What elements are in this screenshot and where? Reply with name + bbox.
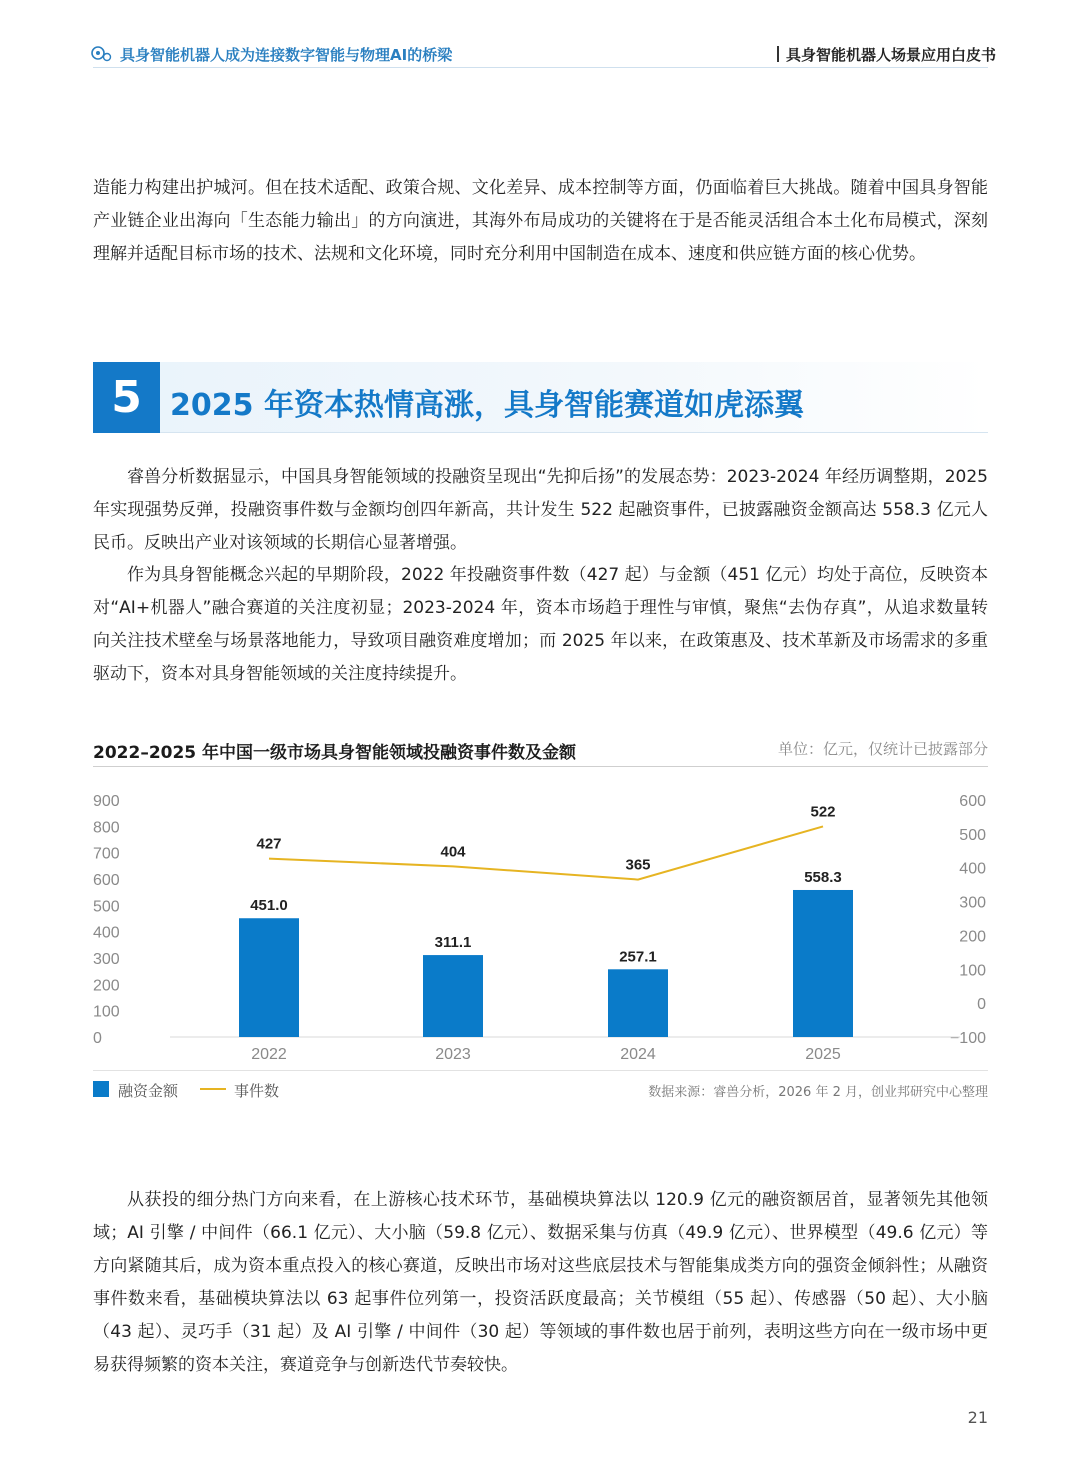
left-axis-tick-label: 200 — [93, 977, 120, 995]
page-number: 21 — [967, 1408, 988, 1427]
left-axis-tick-label: 600 — [93, 872, 120, 889]
right-axis-tick-label: 0 — [977, 996, 986, 1014]
right-axis-tick-label: 100 — [959, 962, 986, 980]
left-axis-tick-label: 400 — [93, 924, 120, 942]
section-underline — [160, 432, 988, 433]
left-axis-tick-label: 500 — [93, 898, 120, 916]
left-axis-tick-label: 0 — [93, 1030, 102, 1047]
right-axis-tick-label: 200 — [959, 928, 986, 946]
body-paragraph: 作为具身智能概念兴起的早期阶段，2022 年投融资事件数（427 起）与金额（451 亿元）均处于高位，反映资本对“AI+机器人”融合赛道的关注度初显；2023-2024 年，资本市场趋于理性与审慎，聚焦“去伪存真”，从追求数量转向关注技术壁垒与场景落地能力，导致项目融资难度增加；而 2025 年以来，在政策惠及、技术革新及市场需求的多重驱动下，资本对具身智能领域的关注度持续提升。 — [93, 565, 988, 684]
x-axis-tick-label: 2024 — [620, 1046, 656, 1063]
left-axis-tick-label: 700 — [93, 845, 120, 863]
body-paragraph: 从获投的细分热门方向来看，在上游核心技术环节，基础模块算法以 120.9 亿元的融资额居首，显著领先其他领域；AI 引擎 / 中间件（66.1 亿元）、大小脑（59.8 亿元）、数据采集与仿真（49.9 亿元）、世界模型（49.6 亿元）等方向紧随其后，成为资本重点投入的核心赛道，反映出市场对这些底层技术与智能集成类方向的强资金倾斜性；从融资事件数来看，基础模块算法以 63 起事件位列第一，投资活跃度最高；关节模组（55 起）、传感器（50 起）、大小脑（43 起）、灵巧手（31 起）及 AI 引擎 / 中间件（30 起）等领域的事件数也居于前列，表明这些方向在一级市场中更易获得频繁的资本关注，赛道竞争与创新迭代节奏较快。 — [93, 1190, 988, 1375]
bar-amount — [608, 969, 668, 1037]
section-title: 2025 年资本热情高涨，具身智能赛道如虎添翼 — [170, 388, 804, 423]
left-axis-tick-label: 100 — [93, 1003, 120, 1021]
header-left-title: 具身智能机器人成为连接数字智能与物理AI的桥梁 — [120, 46, 453, 64]
right-axis-tick-label: 500 — [959, 826, 986, 844]
line-events — [269, 826, 823, 879]
right-axis-tick-label: 400 — [959, 860, 986, 878]
line-value-label: 404 — [440, 843, 466, 861]
chart-title: 2022–2025 年中国一级市场具身智能领域投融资事件数及金额 — [93, 743, 577, 763]
line-value-label: 522 — [810, 803, 836, 821]
header-right-title: 具身智能机器人场景应用白皮书 — [786, 46, 997, 64]
right-axis-tick-label: −100 — [949, 1030, 986, 1047]
intro-paragraph: 造能力构建出护城河。但在技术适配、政策合规、文化差异、成本控制等方面，仍面临着巨大挑战。随着中国具身智能产业链企业出海向「生态能力输出」的方向演进，其海外布局成功的关键将在于是否能灵活组合本土化布局模式，深刻理解并适配目标市场的技术、法规和文化环境，同时充分利用中国制造在成本、速度和供应链方面的核心优势。 — [93, 178, 988, 264]
legend-events-label: 事件数 — [234, 1082, 280, 1100]
bar-value-label: 311.1 — [434, 934, 472, 952]
right-axis-tick-label: 300 — [959, 894, 986, 912]
bar-value-label: 558.3 — [804, 868, 842, 886]
bar-amount — [423, 955, 483, 1037]
line-value-label: 427 — [256, 835, 282, 853]
chart-source: 数据来源：睿兽分析，2026 年 2 月，创业邦研究中心整理 — [648, 1085, 988, 1100]
bar-value-label: 257.1 — [619, 948, 657, 966]
line-value-label: 365 — [625, 856, 651, 874]
x-axis-tick-label: 2022 — [251, 1046, 287, 1063]
legend-events-swatch — [200, 1088, 226, 1090]
section-number: 5 — [111, 372, 142, 423]
bar-value-label: 451.0 — [250, 897, 288, 915]
legend-amount-swatch — [93, 1081, 109, 1097]
financing-chart — [80, 780, 1000, 1070]
chart-unit-note: 单位：亿元，仅统计已披露部分 — [777, 740, 988, 758]
right-axis-tick-label: 600 — [959, 793, 986, 810]
chart-top-rule — [93, 766, 988, 767]
x-axis-tick-label: 2025 — [805, 1046, 841, 1063]
body-paragraph: 睿兽分析数据显示，中国具身智能领域的投融资呈现出“先抑后扬”的发展态势：2023-2024 年经历调整期，2025 年实现强势反弹，投融资事件数与金额均创四年新高，共计发生 522 起融资事件，已披露融资金额高达 558.3 亿元人民币。反映出产业对该领域的长期信心显著增强。 — [93, 467, 988, 553]
left-axis-tick-label: 900 — [93, 793, 120, 810]
chart-bottom-rule — [93, 1070, 988, 1071]
legend-amount-label: 融资金额 — [118, 1082, 179, 1100]
x-axis-tick-label: 2023 — [435, 1046, 471, 1063]
header-separator — [777, 46, 779, 62]
bar-amount — [793, 890, 853, 1037]
left-axis-tick-label: 800 — [93, 819, 120, 837]
left-axis-tick-label: 300 — [93, 951, 120, 968]
header-divider — [93, 67, 988, 68]
gear-ai-icon — [90, 44, 112, 62]
bar-amount — [239, 918, 299, 1037]
